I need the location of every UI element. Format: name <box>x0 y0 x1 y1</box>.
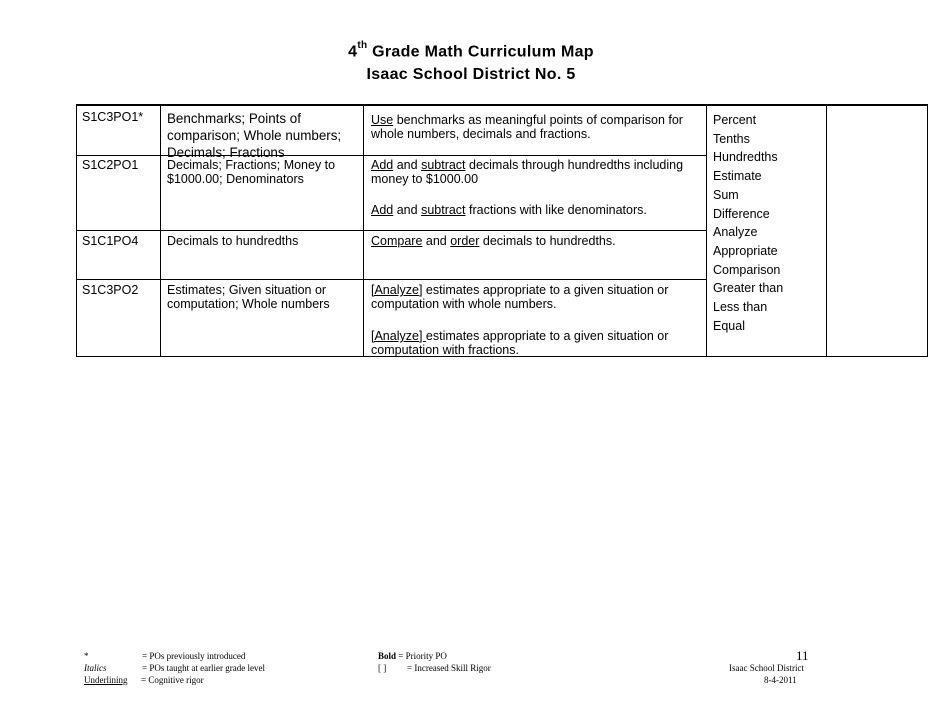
district-title: Isaac School District No. 5 <box>366 66 576 83</box>
legend-star-symbol: * <box>84 651 89 661</box>
po-objective: [Analyze] estimates appropriate to a given situation or computation with fractions. <box>371 329 669 357</box>
vocab-item: Hundredths <box>713 150 778 165</box>
table-top-border <box>76 104 928 106</box>
legend-bracket-text: = Increased Skill Rigor <box>407 663 491 673</box>
po-objective: Add and subtract decimals through hundredths including money to $1000.00 <box>371 158 684 186</box>
legend-bold: Bold = Priority PO <box>378 651 447 661</box>
po-objective: [Analyze] estimates appropriate to a given situation or computation with whole numbers. <box>371 283 669 311</box>
po-objective: Add and subtract fractions with like denominators. <box>371 203 647 217</box>
po-topic: Estimates; Given situation or computation; Whole numbers <box>167 283 330 311</box>
legend-italics-symbol: Italics <box>84 663 107 673</box>
po-topic: Benchmarks; Points of comparison; Whole numbers; Decimals; Fractions <box>167 111 342 160</box>
vocabulary-list <box>713 111 783 335</box>
vocab-item: Estimate <box>713 169 762 184</box>
row-divider <box>76 279 707 280</box>
po-code: S1C2PO1 <box>82 158 139 172</box>
page-title: 4th Grade Math Curriculum Map <box>348 40 594 61</box>
vocab-item: Sum <box>713 187 739 202</box>
po-topic: Decimals; Fractions; Money to $1000.00; Denominators <box>167 158 336 186</box>
po-code: S1C3PO2 <box>82 283 139 297</box>
vocab-item: Tenths <box>713 131 750 146</box>
table-col-divider <box>826 104 827 357</box>
page-number: 11 <box>796 648 809 663</box>
legend-underline-symbol: Underlining <box>84 675 128 685</box>
vocab-item: Difference <box>713 206 770 221</box>
row-divider <box>76 230 707 231</box>
vocab-item: Comparison <box>713 262 781 277</box>
legend-bracket-symbol: [ ] <box>378 663 387 673</box>
footer-district: Isaac School District <box>729 663 804 673</box>
po-topic: Decimals to hundredths <box>167 234 299 248</box>
po-objective: Use benchmarks as meaningful points of comparison for whole numbers, decimals and fractions. <box>371 113 683 141</box>
footer-date: 8-4-2011 <box>764 675 797 685</box>
vocab-item: Greater than <box>713 281 784 296</box>
vocab-item: Appropriate <box>713 243 778 258</box>
po-code: S1C3PO1* <box>82 110 144 124</box>
vocab-item: Percent <box>713 113 757 127</box>
vocab-item: Equal <box>713 318 745 333</box>
legend-italics-text: = POs taught at earlier grade level <box>142 663 266 673</box>
vocab-item: Analyze <box>713 225 758 240</box>
legend-star-text: = POs previously introduced <box>142 651 246 661</box>
table-right-border <box>927 104 928 357</box>
po-code: S1C1PO4 <box>82 234 139 248</box>
vocab-item: Less than <box>713 300 768 315</box>
legend-underline-text: = Cognitive rigor <box>141 675 204 685</box>
po-objective: Compare and order decimals to hundredths. <box>371 234 616 248</box>
